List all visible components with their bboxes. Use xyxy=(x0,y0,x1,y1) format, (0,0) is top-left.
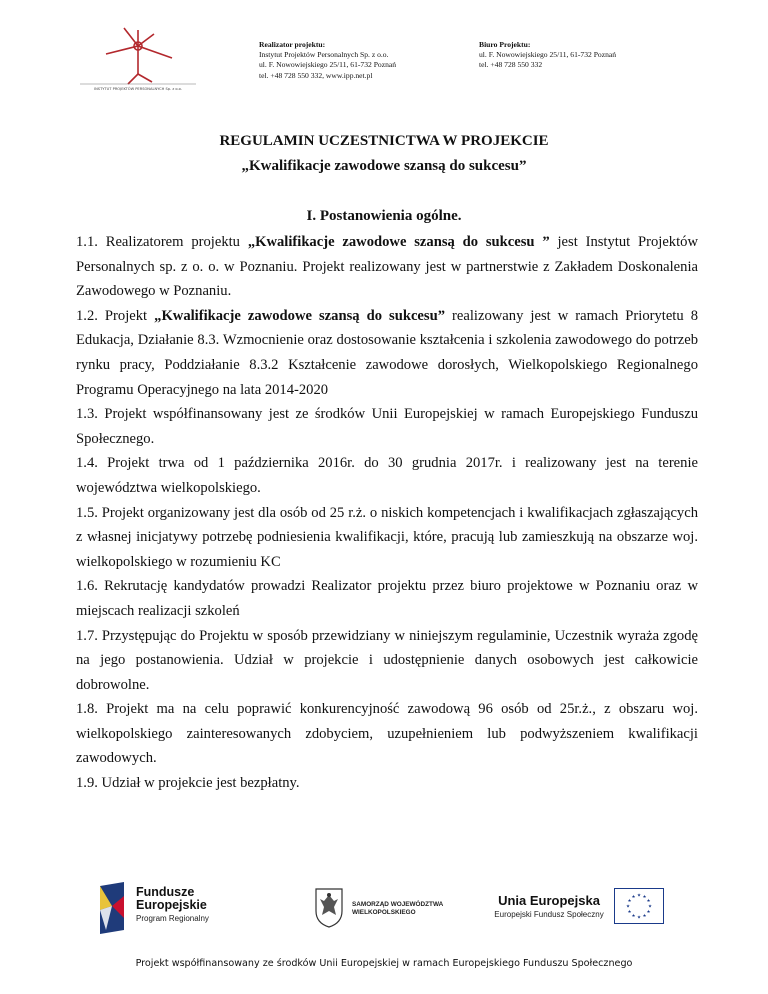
eu-star: ★ xyxy=(631,893,636,899)
paragraph-1-5: 1.5. Projekt organizowany jest dla osób od 25 r.ż. o niskich kompetencjach i kwalifikacjach zgłaszających z własnej inicjatywy potrzebę podniesienia kwalifikacji, które, pracują lub zamieszkują na obszarze woj. wielkopolskiego w rozumieniu KC xyxy=(76,504,698,570)
ue-subtitle: Europejski Fundusz Społeczny xyxy=(494,910,604,919)
eu-star: ★ xyxy=(625,903,631,909)
ipp-logo xyxy=(76,24,200,92)
paragraph-1-9: 1.9. Udział w projekcie jest bezpłatny. xyxy=(76,775,300,792)
realizator-line1: Instytut Projektów Personalnych Sp. z o.o. xyxy=(259,50,389,60)
paragraph-1-6: 1.6. Rekrutację kandydatów prowadzi Realizator projektu przez biuro projektowe w Poznaniu oraz w miejscach realizacji szkoleń xyxy=(76,578,698,619)
biuro-title: Biuro Projektu: xyxy=(479,40,531,49)
fe-star-icon xyxy=(96,880,128,936)
eagle-icon xyxy=(312,885,346,929)
realizator-line3: tel. +48 728 550 332, www.ipp.net.pl xyxy=(259,70,373,80)
eu-star: ★ xyxy=(642,893,647,899)
ipp-logo-caption: INSTYTUT PROJEKTÓW PERSONALNYCH Sp. z o.o. xyxy=(94,87,182,91)
wlkp-name: SAMORZĄD WOJEWÓDZTWA WIELKOPOLSKIEGO xyxy=(352,901,444,916)
unia-europejska-logo xyxy=(484,885,614,925)
realizator-title: Realizator projektu: xyxy=(259,40,326,49)
eu-star: ★ xyxy=(627,909,632,914)
paragraph-1-1: 1.1. Realizatorem projektu „Kwalifikacje zawodowe szansą do sukcesu ” jest Instytut Projektów Personalnych sp. z o. o. w Poznaniu. Projekt realizowany jest w partnerstwie z Zakładem Doskonalenia Zawodowego w Poznaniu. xyxy=(76,234,698,300)
eu-flag-icon xyxy=(614,888,664,924)
paragraph-1-3: 1.3. Projekt współfinansowany jest ze środków Unii Europejskiej w ramach Europejskiego Funduszu Społecznego. xyxy=(76,406,698,447)
eu-star: ★ xyxy=(646,898,651,903)
wielkopolska-logo xyxy=(312,885,472,935)
eu-star: ★ xyxy=(636,914,642,920)
fe-name: Fundusze Europejskie xyxy=(136,885,207,912)
eu-star: ★ xyxy=(642,913,647,919)
footer-note: Projekt współfinansowany ze środków Unii Europejskiej w ramach Europejskiego Funduszu Społecznego xyxy=(135,958,633,969)
paragraph-1-4: 1.4. Projekt trwa od 1 października 2016r. do 30 grudnia 2017r. i realizowany jest na terenie województwa wielkopolskiego. xyxy=(76,455,698,496)
biuro-line2: tel. +48 728 550 332 xyxy=(479,60,543,70)
realizator-info xyxy=(259,40,449,81)
eu-star: ★ xyxy=(631,913,636,919)
paragraph-1-8: 1.8. Projekt ma na celu poprawić konkurencyjność zawodową 96 osób od 25r.ż., z obszaru woj. wielkopolskiego zainteresowanych zdobyciem, uzupełnieniem lub podwyższeniem kwalifikacji zawodowych. xyxy=(76,701,698,767)
eu-star: ★ xyxy=(646,909,651,914)
ue-name: Unia Europejska xyxy=(498,893,600,908)
fe-subtitle: Program Regionalny xyxy=(136,914,209,923)
eu-star: ★ xyxy=(647,903,653,909)
document-body xyxy=(76,230,698,796)
eu-star: ★ xyxy=(627,898,632,903)
project-name: „Kwalifikacje zawodowe szansą do sukcesu” xyxy=(241,158,527,174)
section-heading: I. Postanowienia ogólne. xyxy=(306,208,462,224)
eu-star: ★ xyxy=(636,892,642,898)
fundusze-europejskie-logo xyxy=(96,880,246,938)
paragraph-1-7: 1.7. Przystępując do Projektu w sposób przewidziany w niniejszym regulaminie, Uczestnik wyraża zgodę na jego postanowienia. Udział w projekcie i udostępnienie danych osobowych jest całkowicie dobrowolne. xyxy=(76,627,698,693)
biuro-line1: ul. F. Nowowiejskiego 25/11, 61-732 Poznań xyxy=(479,50,617,60)
biuro-info xyxy=(479,40,709,71)
document-title: REGULAMIN UCZESTNICTWA W PROJEKCIE xyxy=(219,133,549,149)
paragraph-1-2: 1.2. Projekt „Kwalifikacje zawodowe szansą do sukcesu” realizowany jest w ramach Priorytetu 8 Edukacja, Działanie 8.3. Wzmocnienie oraz dostosowanie kształcenia i szkolenia zawodowego do potrzeb rynku pracy, Poddziałanie 8.3.2 Kształcenie zawodowe dorosłych, Wielkopolskiego Regionalnego Programu Operacyjnego na lata 2014-2020 xyxy=(76,307,698,398)
realizator-line2: ul. F. Nowowiejskiego 25/11, 61-732 Poznań xyxy=(259,60,397,70)
